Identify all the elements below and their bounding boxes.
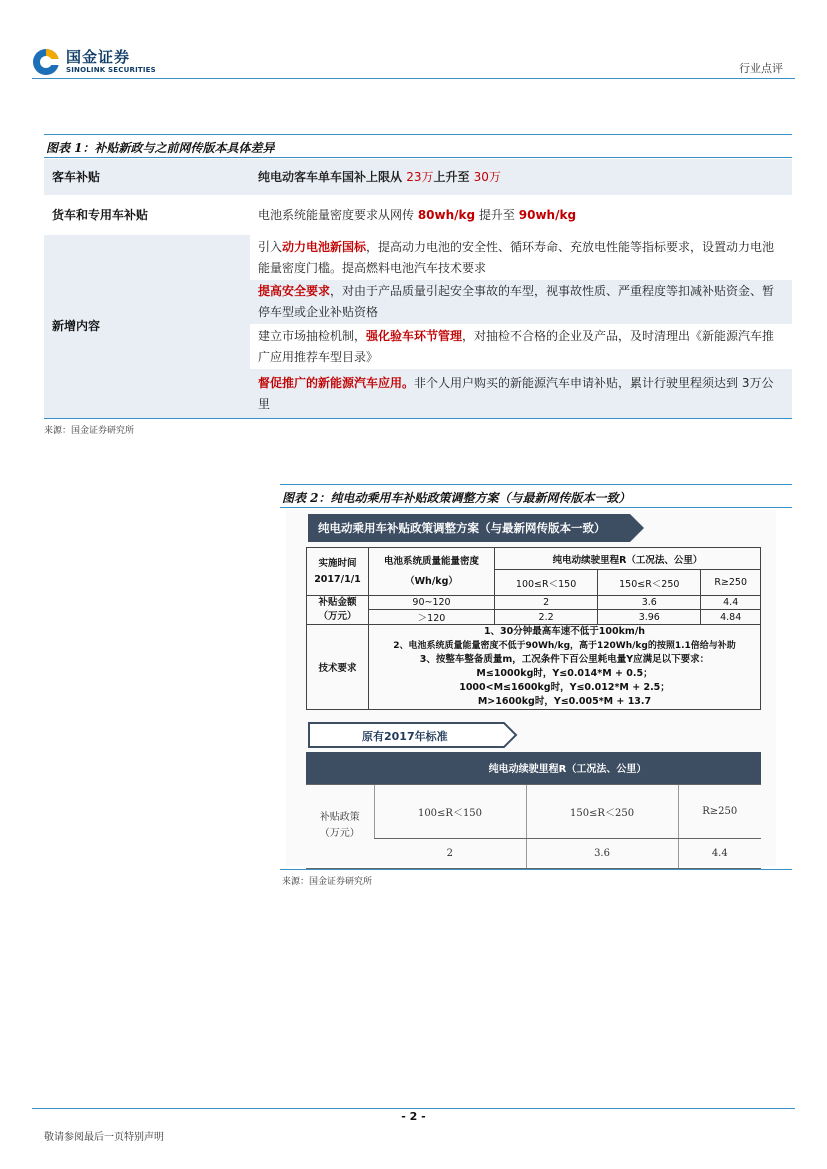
table-row — [44, 195, 792, 235]
body-text: ，对由于产品质量引起安全事故的车型，视事故性质、严重程度等扣减补贴资金、暂停车型或企业补贴资格 — [258, 284, 775, 319]
row-label: 客车补贴 — [44, 159, 250, 195]
logo-english-name: SINOLINK SECURITIES — [66, 66, 156, 74]
table-row — [306, 752, 761, 784]
range-col: 100≤R＜150 — [374, 784, 526, 838]
impl-time-label: 实施时间 — [318, 557, 357, 569]
highlight-text: 90wh/kg — [518, 207, 577, 222]
new-policy-table — [306, 547, 761, 710]
impl-time-value: 2017/1/1 — [314, 573, 361, 585]
table-row — [307, 548, 761, 570]
row-content — [250, 324, 792, 369]
subsidy-value: 4.84 — [701, 610, 761, 625]
range-col: R≥250 — [678, 784, 761, 838]
tech-label: 技术要求 — [307, 625, 369, 710]
logo-mark-icon — [32, 48, 60, 76]
tech-line: M>1600kg时，Y≤0.005*M + 13.7 — [477, 696, 652, 707]
highlight-text: 强化验车环节管理 — [366, 328, 463, 343]
row-label-unit: （万元） — [319, 828, 360, 839]
row-label-cell — [306, 784, 374, 868]
subsidy-value: 2 — [495, 596, 598, 610]
highlight-text: 23万 — [406, 169, 434, 184]
original-standard-banner — [308, 722, 518, 748]
highlight-text: 动力电池新国标 — [282, 239, 367, 254]
highlight-text: 督促推广的新能源汽车应用。 — [258, 375, 415, 390]
row-content — [250, 280, 792, 324]
figure1-table — [44, 159, 792, 418]
banner-text: 纯电动乘用车补贴政策调整方案（与最新网传版本一致） — [318, 521, 606, 535]
original-standard-table — [306, 752, 761, 869]
table-row — [306, 784, 761, 838]
report-category: 行业点评 — [739, 62, 783, 75]
company-logo — [32, 46, 162, 80]
density-header-cell — [369, 548, 495, 596]
tech-line: 1、30分钟最高车速不低于100km/h — [483, 626, 646, 637]
body-text: 纯电动客车单车国补上限从 — [258, 169, 407, 184]
density-value: 90~120 — [369, 596, 495, 610]
figure1-title: 图表 1：补贴新政与之前网传版本具体差异 — [46, 141, 275, 155]
subsidy-value: 4.4 — [701, 596, 761, 610]
impl-time-cell — [307, 548, 369, 596]
table-row — [44, 235, 792, 280]
header-divider — [32, 78, 795, 79]
subsidy-label-cell — [307, 596, 369, 625]
body-text: ，对抽检不合格的企业及产品，及时清理出《新能源汽车推广应用推荐车型目录》 — [258, 328, 775, 364]
tech-line: 2、电池系统质量能量密度不低于90Wh/kg，高于120Wh/kg的按照1.1倍给与补助 — [393, 641, 736, 651]
figure2-title: 图表 2：纯电动乘用车补贴政策调整方案（与最新网传版本一致） — [282, 491, 631, 505]
tech-line: 3、按整车整备质量m，工况条件下百公里耗电量Y应满足以下要求： — [419, 654, 710, 665]
density-header: 电池系统质量能量密度 — [383, 555, 479, 567]
figure1-title-bar — [44, 134, 792, 158]
body-text: 建立市场抽检机制， — [258, 328, 367, 343]
range-col: R≥250 — [701, 570, 761, 596]
subsidy-value: 3.96 — [598, 610, 701, 625]
body-text: 提升至 — [475, 207, 519, 222]
banner-text: 原有2017年标准 — [362, 730, 448, 743]
body-text: 非个人用户购买的新能源汽车申请补贴，累计行驶里程须达到 3万公里 — [258, 375, 774, 411]
table-row — [307, 596, 761, 610]
density-value: ＞120 — [369, 610, 495, 625]
figure2-title-bar — [280, 484, 792, 508]
row-label: 补贴政策 — [319, 812, 360, 823]
body-text: ，提高动力电池的安全性、循环寿命、充放电性能等指标要求，设置动力电池能量密度门槛。提高燃料电池汽车技术要求 — [258, 239, 775, 275]
table-row — [306, 838, 761, 868]
page-number: - 2 - — [401, 1110, 426, 1123]
table-row — [307, 625, 761, 710]
row-content — [250, 159, 792, 195]
row-content — [250, 235, 792, 280]
row-content — [250, 195, 792, 235]
highlight-text: 80wh/kg — [417, 207, 476, 222]
figure1-bottom-rule — [44, 418, 792, 419]
row-content — [250, 369, 792, 418]
subsidy-unit: （万元） — [318, 611, 357, 622]
range-header: 纯电动续驶里程R（工况法、公里） — [495, 548, 761, 570]
figure1-source: 来源：国金证券研究所 — [44, 426, 135, 436]
body-text: 上升至 — [433, 169, 474, 184]
figure2-source: 来源：国金证券研究所 — [282, 877, 373, 887]
subsidy-value: 3.6 — [598, 596, 701, 610]
figure2-image — [286, 510, 776, 866]
table-row — [44, 159, 792, 195]
density-unit: （Wh/kg） — [405, 575, 458, 587]
range-col: 150≤R＜250 — [526, 784, 678, 838]
subsidy-label: 补贴金额 — [318, 597, 357, 608]
tech-line: M≤1000kg时，Y≤0.014*M + 0.5； — [476, 668, 653, 679]
tech-requirements — [369, 625, 761, 710]
header-spacer — [306, 752, 374, 784]
subsidy-value: 3.6 — [526, 838, 678, 868]
row-label: 新增内容 — [44, 235, 250, 418]
figure2-banner — [308, 514, 644, 542]
row-label: 货车和专用车补贴 — [52, 207, 149, 222]
highlight-text: 30万 — [473, 169, 501, 184]
body-text: 引入 — [258, 239, 283, 254]
range-header: 纯电动续驶里程R（工况法、公里） — [374, 752, 761, 784]
subsidy-value: 4.4 — [678, 838, 761, 868]
logo-chinese-name: 国金证券 — [66, 48, 131, 66]
footer-divider — [32, 1108, 795, 1109]
subsidy-value: 2.2 — [495, 610, 598, 625]
highlight-text: 提高安全要求 — [258, 284, 331, 298]
range-col: 100≤R＜150 — [495, 570, 598, 596]
tech-line: 1000<M≤1600kg时，Y≤0.012*M + 2.5； — [459, 682, 670, 693]
figure2-bottom-rule — [280, 869, 792, 870]
subsidy-value: 2 — [374, 838, 526, 868]
table-row — [307, 610, 761, 625]
body-text: 电池系统能量密度要求从网传 — [258, 207, 418, 222]
range-col: 150≤R＜250 — [598, 570, 701, 596]
disclaimer-link[interactable]: 敬请参阅最后一页特别声明 — [44, 1132, 164, 1143]
